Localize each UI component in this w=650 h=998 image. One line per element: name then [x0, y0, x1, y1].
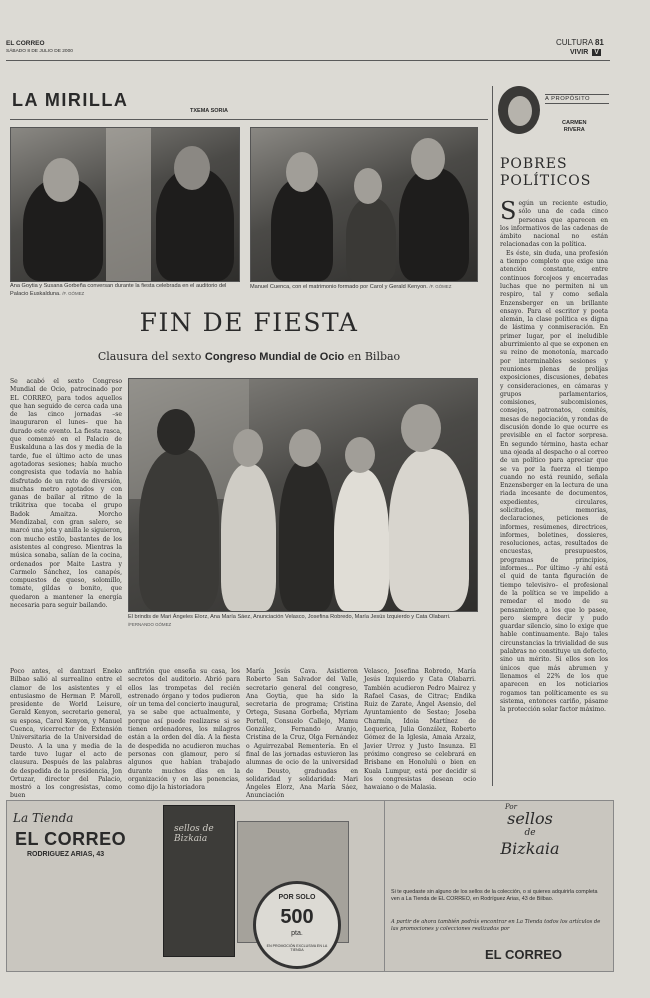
ad-badge-ring: EN PROMOCIÓN EXCLUSIVA EN LA TIENDA [266, 944, 328, 952]
photo-goytia-gorbena [10, 127, 240, 282]
article-col-3: María Jesús Cava. Asistieron Roberto San Salvador del Valle, secretario general del congreso, Ana Goytia, que ha sido la secretaria de programa; Cristina Ortega, Susana Gorbeña, Myriam Portell, Consuelo Callejo, Mamu González, Fernando Aranjo, Cristina de la Cruz, Olga Fernández o Aguirrezabal Rementería. En el final de las jornadas estuvieron las alumnas de ocio de la universidad de Deusto, graduadas en solidaridad y solidaridad: Mari Ángeles Elorz, Ana María Sáez, Anunciación [246, 668, 358, 800]
article-col-2: anfitrión que enseña su casa, los secretos del auditorio. Abrió para ellos las trompetas del recién estrenado órgano y todos pudieron oír un tema del concierto inaugural, ya se sabe que actualmente, y porque así puede realizarse si se tienen ordenadores, los milagros están a la orden del día. A la fiesta de despedida no acudieron muchas personas con glamour, pero sí algunos que habían trabajado durante muchos días en la organización y en las ponencias, como dijo la historiadora [128, 668, 240, 792]
article-intro: Se acabó el sexto Congreso Mundial de Ocio, patrocinado por EL CORREO, para todos aquellos que han seguido de cerca cada una de las cinco jornadas –se inauguraron el lunes– que ha durado este evento. La fiesta rasca, que comenzó en el Palacio de Euskalduna a las dos y media de la tarde, fue el último acto de unas agotadoras sesiones; había mucho congresista que todavía no había disfrutado de un rato de diversión, muchas metro agotados y con ganas de bailar al ritmo de la trikitrixa que tocaba el grupo Badok Amaitza. Morcho Mendizabal, con gran salero, se marcó una jota y anilla le siguieron, con mucho estilo, bastantes de los asistentes al congreso. Mientras la música sonaba, salían de la cocina, ordenados por Maite Lastra y Carmelo Sánchez, los canapés, compuestos de queso, solomillo, tomate, gildas o bonito, que quedaron a mantener la energía necesaria para seguir bailando. [10, 378, 122, 610]
column-kicker: A PROPÓSITO [545, 94, 609, 104]
masthead-date: SÁBADO 8 DE JULIO DE 2000 [6, 49, 73, 54]
ad-brand: EL CORREO [15, 829, 127, 849]
ad-book [163, 805, 235, 957]
photo-brindis [128, 378, 478, 612]
ad-sellos [384, 800, 614, 972]
column-title: POBRES POLÍTICOS [500, 156, 592, 189]
ad-price-badge [253, 881, 341, 969]
ad-book-title: sellos de Bizkaia [174, 824, 214, 844]
author-photo [498, 86, 540, 134]
ad-badge-price: 500 [280, 906, 314, 928]
section-name: CULTURA 81 [556, 38, 604, 47]
subsection-badge: V [594, 49, 599, 56]
drop-cap: S [500, 197, 517, 225]
photo2-caption: Manuel Cuenca, con el matrimonio formado por Carol y Gerald Kenyon. /F. GÓMEZ [250, 284, 452, 290]
mirilla-byline: TXEMA SORIA [190, 108, 228, 114]
article-col-4: Velasco, Josefina Robredo, María Jesús Izquierdo y Cata Olabarri. También acudieron Pedro Mairez y Rafael Casas, de Citrac; Endika Ruiz de Zarate, Ángel Asensio, del Ayuntamiento de Sestao; Joseba Charmín, Idoia Martínez de Lequerica, Julia González, Roberto Gómez de la Iglesia, Amaia Arzaiz, Javier Urroz y Justo Insunza. El próximo congreso se celebrará en Brisbane en Honolulú o bien en Kuala Lumpur, está por decidir si los congresistas desean ocio hawaiano o de Malasia. [364, 668, 476, 792]
masthead-paper: EL CORREO [6, 40, 45, 47]
photo-cuenca-kenyon [250, 127, 478, 282]
ad-badge-top: POR SOLO [278, 894, 316, 901]
headline: FIN DE FIESTA [139, 308, 359, 337]
ad-sellos-brand: EL CORREO [485, 947, 563, 962]
column-body-text: Es éste, sin duda, una profesión a tiempo completo que exige una atención constante, entre continuos forcejeos y encerradas luchas que no permiten ni un respiro, tal y como señala Enzensberger en un brillante ensayo. Para el escritor y poeta alemán, la clase política es digna de lástima y conmiseración. En primer lugar, por el ineludible aburrimiento al que se exponen en su reino de monotonía, marcado por interminables sesiones y reuniones plenas de prolijas exposiciones, discusiones, debates y consideraciones, en cámaras y grupos parlamentarios, comisiones, subcomisiones, consejos, patronatos, comités, mesas de negociación, y rondas de discusión donde lo que ocurre es previsible en el factor sorpresa. En segundo término, hasta echar una ojeada al despacho o al correo de un político para apreciar que se va por la fuerza el tiempo cuando no está reunido, señala Enzensberger en la lectura de una riada incesante de documentos, expedientes, circulares, solicitudes, memorias, declaraciones, peticiones de informes, resúmenes, directrices, informes, boletines, dossieres, resoluciones, actas, resultados de encuestas, presupuestos, programas de principios, informes... Por último –y ahí está el quid de tanta figuración de tiempo televisivo– el profesional de la política se ve impelido a remedar el modo de su pensamiento, a los que lo pasee, pero siempre decir y pudo guardar silencio, sino lo exige que hable continuamente. Bajo tales circunstancias la trivialidad de sus palabras no constituye un defecto, sino un mérito. Si ellos son los únicos que más abrumen y llenamos el 22% de los que aparecen en los noticiarios rogamos tan políticamente es su sistema, entonces cariño, pásame la protección solar factor máximo. [500, 249, 608, 714]
ad-la-tienda [6, 800, 386, 972]
column-author: CARMEN RIVERA [562, 120, 587, 133]
ad-sellos-small: Por [505, 803, 517, 811]
page-number: 81 [594, 38, 604, 47]
subsection-name: VIVIR V [570, 49, 599, 56]
ad-sellos-title: sellos de Bizkaia [500, 809, 560, 858]
photo1-caption: Ana Goytia y Susana Gorbeña conversan durante la fiesta celebrada en el auditorio del Palacio Euskalduna. /F. GÓMEZ [10, 283, 227, 298]
ad-sellos-text-b: A partir de ahora también podrás encontrar en La Tienda todos los artículos de las promociones y colecciones realizadas por [391, 919, 601, 932]
ad-sellos-text-a: Si te quedaste sin alguno de los sellos de la colección, o si quieres adquirirla completa ven a La Tienda de EL CORREO, en Rodríguez Arias, 43 de Bilbao. [391, 889, 598, 902]
header-rule [6, 60, 610, 61]
photo3-caption: El brindis de Mari Ángeles Elorz, Ana María Sáez, Anunciación Velasco, Josefina Robredo, María Jesús Izquierdo y Cata Olabarri. /FERNANDO GÓMEZ [128, 614, 451, 628]
column-divider [492, 86, 493, 786]
mirilla-rule [10, 119, 488, 120]
mirilla-title: LA MIRILLA [12, 90, 129, 110]
subheadline: Clausura del sexto Congreso Mundial de Ocio en Bilbao [97, 350, 401, 363]
ad-address: RODRIGUEZ ARIAS, 43 [27, 851, 105, 858]
column-body: Según un reciente estudio, sólo una de cada cinco personas que aparecen en los informativos de las cadenas de ámbito nacional no están relacionadas con la política. Es éste, sin duda, una profesión a tiempo completo que exige una atención constante, entre continuos forcejeos y encerradas luchas que no permiten ni un respiro, tal y como señala Enzensberger en un brillante ensayo. Para el escritor y poeta alemán, la clase política es digna de lástima y conmiseración. En primer lugar, por el ineludible aburrimiento al que se exponen en su reino de monotonía, marcado por interminables sesiones y reuniones plenas de prolijas exposiciones, discusiones, debates y consideraciones, en cámaras y grupos parlamentarios, comisiones, subcomisiones, consejos, patronatos, comités, mesas de negociación, y rondas de discusión donde lo que ocurre es previsible en el factor sorpresa. En segundo término, hasta echar una ojeada al despacho o al correo de un político para apreciar que se va por la fuerza el tiempo cuando no está reunido, señala Enzensberger en la lectura de una riada incesante de documentos, expedientes, circulares, solicitudes, memorias, declaraciones, peticiones de informes, resúmenes, directrices, informes, boletines, dossieres, resoluciones, actas, resultados de encuestas, presupuestos, programas de principios, informes... Por último –y ahí está el quid de tanta figuración de tiempo televisivo– el profesional de la política se ve impelido a remedar el modo de su pensamiento, a los que lo pasee, pero siempre decir y pudo guardar silencio, sino lo exige que hable continuamente. Bajo tales circunstancias la trivialidad de sus palabras no constituye un defecto, sino un mérito. Si ellos son los únicos que más abrumen y llenamos el 22% de los que aparecen en los noticiarios rogamos tan políticamente es su sistema, entonces cariño, pásame la protección solar factor máximo. [500, 197, 608, 714]
ad-badge-unit: pta. [291, 930, 303, 937]
article-col-1: Poco antes, el dantzari Eneko Bilbao salió al surrealino entre el clamor de los asistentes y el entusiasmo de Herman P. Maroll, presidente de World Leisure, Gerald Kenyon, secretario general, su esposa, Carol Kenyon, y Manuel Cuenca, vicerrector de Extensión Universitaria de la Universidad de Deusto. A la una y media de la tarde tuvo lugar el acto de clausura. Después de las palabras de despedida de la presidencia, Jon Ortuzar, director del Palacio, mostró a los congresistas, como buen [10, 668, 122, 800]
ad-tienda-script: La Tienda [13, 811, 74, 825]
